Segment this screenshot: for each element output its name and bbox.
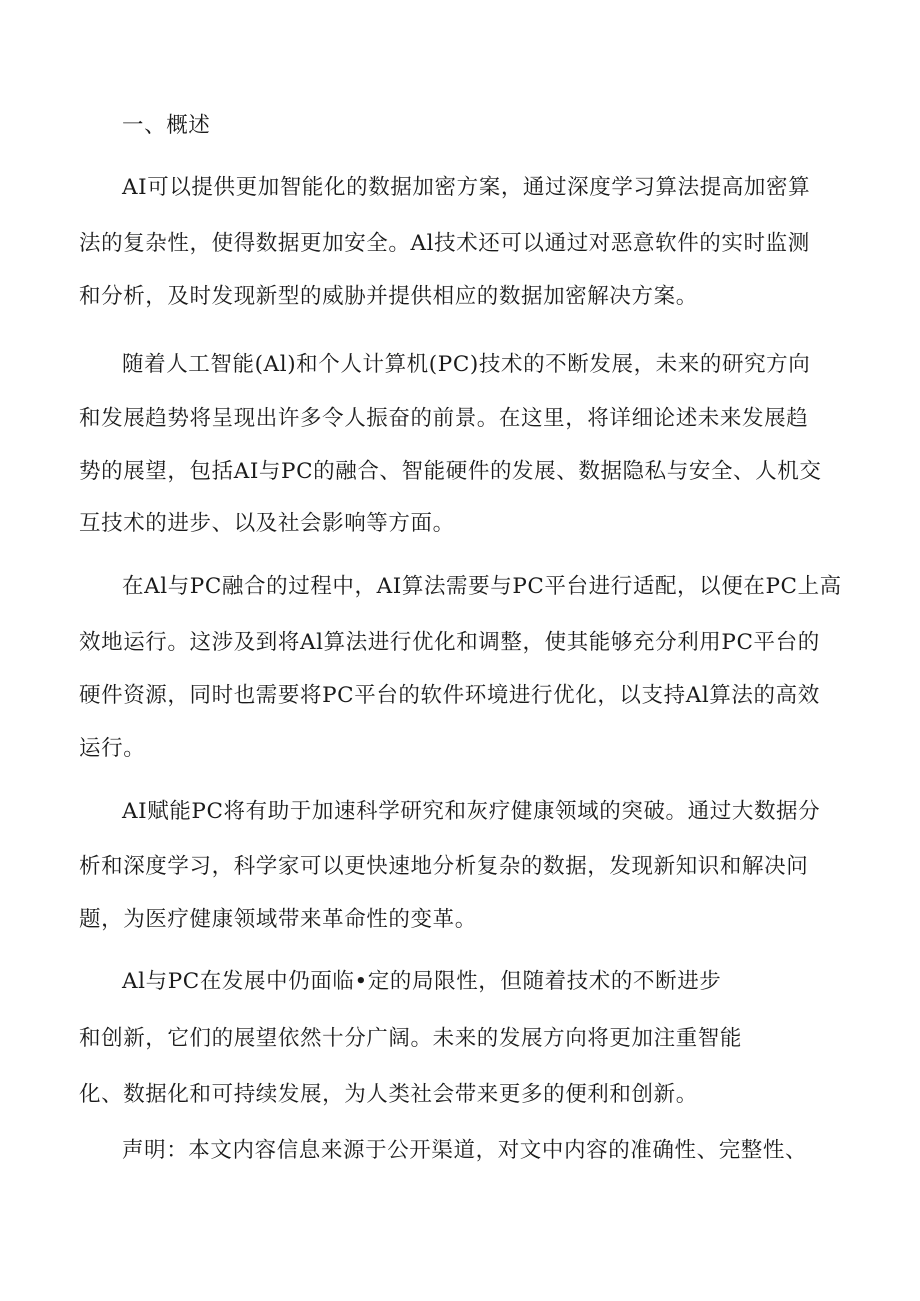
paragraph-4-line-3: 题，为医疗健康领域带来革命性的变革。 (79, 907, 477, 932)
paragraph-3-line-3: 硬件资源，同时也需要将PC平台的软件环境进行优化，以支持Al算法的高效 (79, 683, 820, 708)
paragraph-3-line-2: 效地运行。这涉及到将Al算法进行优化和调整，使其能够充分利用PC平台的 (79, 630, 820, 655)
paragraph-4-line-1: AI赋能PC将有助于加速科学研究和灰疗健康领域的突破。通过大数据分 (122, 799, 821, 824)
paragraph-2-line-4: 互技术的进步、以及社会影响等方面。 (79, 511, 455, 536)
paragraph-4-line-2: 析和深度学习，科学家可以更快速地分析复杂的数据，发现新知识和解决问 (79, 854, 809, 879)
paragraph-5-line-3: 化、数据化和可持续发展，为人类社会带来更多的便利和创新。 (79, 1082, 698, 1107)
paragraph-1-line-2: 法的复杂性，使得数据更加安全。Al技术还可以通过对恶意软件的实时监测 (79, 231, 810, 256)
paragraph-2-line-3: 势的展望，包括AI与PC的融合、智能硬件的发展、数据隐私与安全、人机交 (79, 459, 822, 484)
paragraph-2-line-1: 随着人工智能(Al)和个人计算机(PC)技术的不断发展，未来的研究方向 (122, 352, 811, 377)
paragraph-1-line-3: 和分析，及时发现新型的威胁并提供相应的数据加密解决方案。 (79, 284, 698, 309)
paragraph-1-line-1: AI可以提供更加智能化的数据加密方案，通过深度学习算法提高加密算 (122, 175, 811, 200)
paragraph-3-line-1: 在Al与PC融合的过程中，AI算法需要与PC平台进行适配，以便在PC上高 (122, 574, 842, 599)
paragraph-5-line-1: Al与PC在发展中仍面临•定的局限性，但随着技术的不断进步 (122, 969, 722, 994)
disclaimer-line-1: 声明：本文内容信息来源于公开渠道，对文中内容的准确性、完整性、 (122, 1138, 808, 1163)
paragraph-5-line-2: 和创新，它们的展望依然十分广阔。未来的发展方向将更加注重智能 (79, 1026, 743, 1051)
paragraph-3-line-4: 运行。 (79, 736, 146, 761)
section-heading: 一、概述 (122, 113, 211, 138)
paragraph-2-line-2: 和发展趋势将呈现出许多令人振奋的前景。在这里，将详细论述未来发展趋 (79, 406, 809, 431)
